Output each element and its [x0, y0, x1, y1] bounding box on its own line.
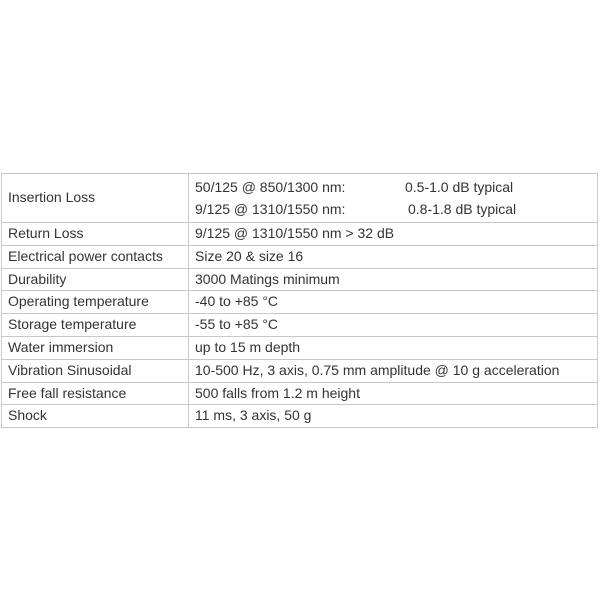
- row-label: Water immersion: [2, 336, 189, 359]
- row-value: [189, 174, 598, 223]
- loss-value: 0.5-1.0 dB typical: [405, 179, 514, 195]
- table-row: [2, 268, 598, 291]
- table-row: [2, 359, 598, 382]
- row-label: Durability: [2, 268, 189, 291]
- table-row: [2, 336, 598, 359]
- table-row: [2, 405, 598, 428]
- row-label: Storage temperature: [2, 314, 189, 337]
- row-label: Operating temperature: [2, 291, 189, 314]
- table-row: [2, 291, 598, 314]
- row-value: -55 to +85 °C: [189, 314, 598, 337]
- row-label: Return Loss: [2, 223, 189, 246]
- row-value: -40 to +85 °C: [189, 291, 598, 314]
- row-label: Vibration Sinusoidal: [2, 359, 189, 382]
- fiber-spec: 50/125 @ 850/1300 nm:: [195, 179, 346, 195]
- table-row: [2, 314, 598, 337]
- row-value: 10-500 Hz, 3 axis, 0.75 mm amplitude @ 10 g acceleration: [189, 359, 598, 382]
- row-value: up to 15 m depth: [189, 336, 598, 359]
- table-row: [2, 223, 598, 246]
- row-value: 11 ms, 3 axis, 50 g: [189, 405, 598, 428]
- row-label: Shock: [2, 405, 189, 428]
- table-row: [2, 382, 598, 405]
- row-value: Size 20 & size 16: [189, 245, 598, 268]
- insertion-loss-line: [195, 198, 597, 220]
- row-value: 9/125 @ 1310/1550 nm > 32 dB: [189, 223, 598, 246]
- spec-table: [1, 173, 598, 428]
- row-value: 500 falls from 1.2 m height: [189, 382, 598, 405]
- table-row-insertion-loss: [2, 174, 598, 223]
- insertion-loss-line: [195, 176, 597, 198]
- table-row: [2, 245, 598, 268]
- row-label: Insertion Loss: [2, 174, 189, 223]
- fiber-spec: 9/125 @ 1310/1550 nm:: [195, 201, 346, 217]
- row-value: 3000 Matings minimum: [189, 268, 598, 291]
- row-label: Free fall resistance: [2, 382, 189, 405]
- loss-value: 0.8-1.8 dB typical: [408, 201, 517, 217]
- row-label: Electrical power contacts: [2, 245, 189, 268]
